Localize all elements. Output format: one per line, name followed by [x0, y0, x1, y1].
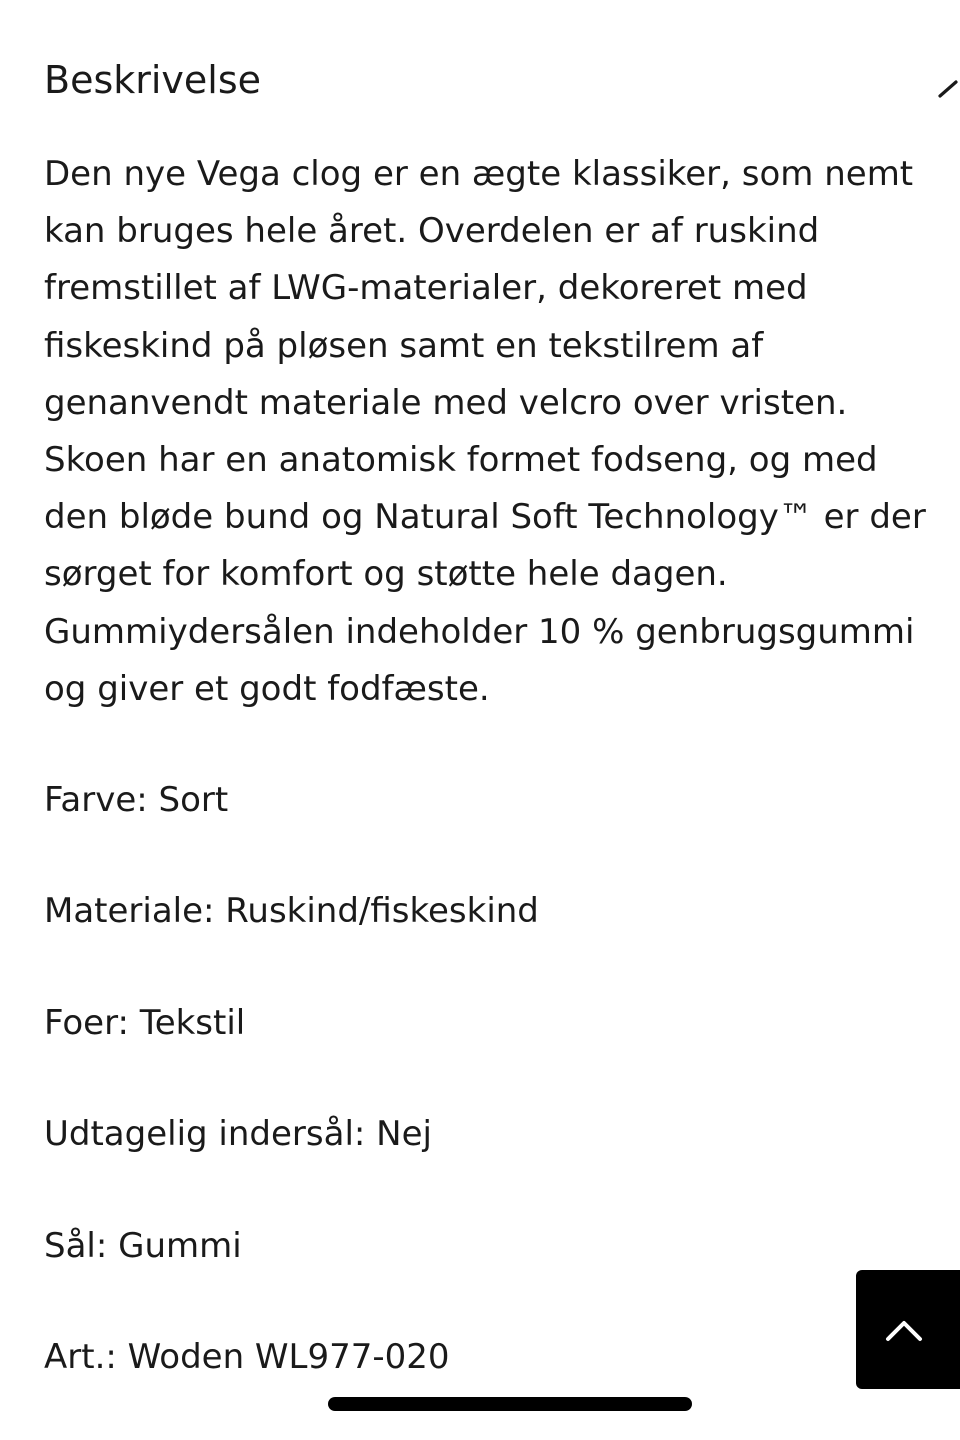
chevron-up-icon[interactable]	[936, 60, 960, 100]
description-section-header[interactable]	[44, 52, 960, 112]
spec-color: Farve: Sort	[44, 780, 229, 820]
chevron-up-icon	[884, 1317, 924, 1343]
home-indicator	[328, 1397, 692, 1411]
spec-removable-insole: Udtagelig indersål: Nej	[44, 1114, 432, 1155]
spec-lining: Foer: Tekstil	[44, 1002, 246, 1043]
product-description: Den nye Vega clog er en ægte klassiker, som nemt kan bruges hele året. Overdelen er af ruskind fremstillet af LWG-materialer, dekoreret med fiskeskind på pløsen samt en tekstilrem af genanvendt materiale med velcro over vristen. Skoen har en anatomisk formet fodseng, og med den bløde bund og Natural Soft Technology™ er der sørget for komfort og støtte hele dagen. Gummiydersålen indeholder 10 % genbrugsgummi og giver et godt fodfæste.	[44, 154, 926, 709]
section-title: Beskrivelse	[44, 58, 262, 102]
spec-article-number: Art.: Woden WL977-020	[44, 1336, 450, 1377]
spec-sole: Sål: Gummi	[44, 1225, 242, 1266]
scroll-to-top-button[interactable]	[856, 1270, 960, 1389]
product-specs	[44, 772, 844, 1440]
spec-material: Materiale: Ruskind/fiskeskind	[44, 891, 539, 932]
